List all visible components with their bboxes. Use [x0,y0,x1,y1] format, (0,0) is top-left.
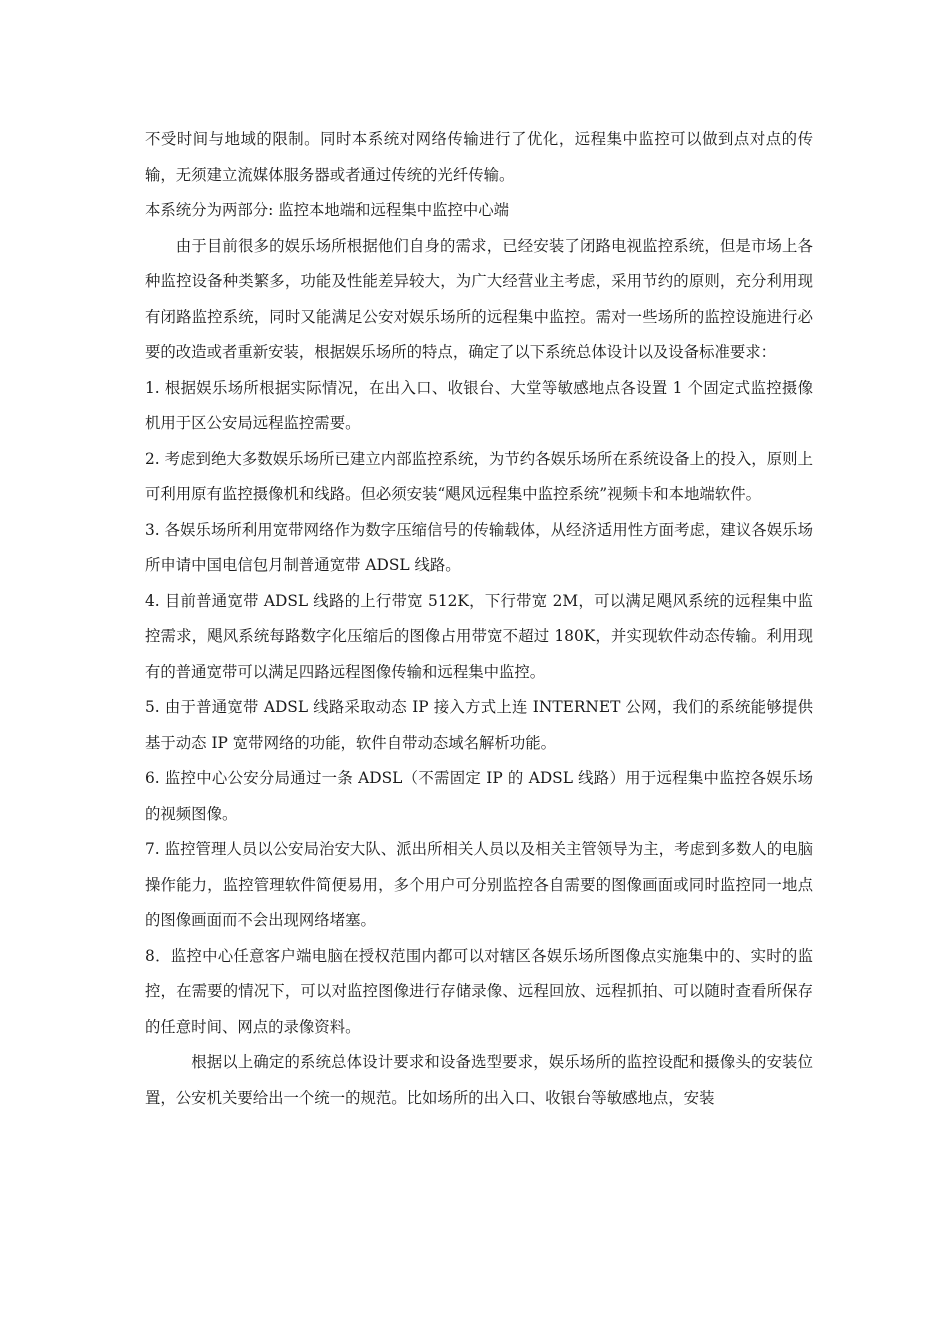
paragraph-conclusion: 根据以上确定的系统总体设计要求和设备选型要求，娱乐场所的监控设配和摄像头的安装位置，公安机关要给出一个统一的规范。比如场所的出入口、收银台等敏感地点，安装 [145,1053,813,1107]
document-body [145,122,813,1116]
paragraph-continuation: 不受时间与地域的限制。同时本系统对网络传输进行了优化，远程集中监控可以做到点对点的传输，无须建立流媒体服务器或者通过传统的光纤传输。 [145,130,813,184]
paragraph-system-parts: 本系统分为两部分: 监控本地端和远程集中监控中心端 [145,201,510,219]
list-item-2: 2. 考虑到绝大多数娱乐场所已建立内部监控系统，为节约各娱乐场所在系统设备上的投入，原则上可利用原有监控摄像机和线路。但必须安装“飓风远程集中监控系统”视频卡和本地端软件。 [145,449,813,503]
list-item-8: 8．监控中心任意客户端电脑在授权范围内都可以对辖区各娱乐场所图像点实施集中的、实时的监控，在需要的情况下，可以对监控图像进行存储录像、远程回放、远程抓拍、可以随时查看所保存的任意时间、网点的录像资料。 [145,946,813,1036]
paragraph-intro: 由于目前很多的娱乐场所根据他们自身的需求，已经安装了闭路电视监控系统，但是市场上各种监控设备种类繁多，功能及性能差异较大，为广大经营业主考虑，采用节约的原则，充分利用现有闭路监控系统，同时又能满足公安对娱乐场所的远程集中监控。需对一些场所的监控设施进行必要的改造或者重新安装，根据娱乐场所的特点，确定了以下系统总体设计以及设备标准要求： [145,236,813,361]
list-item-3: 3. 各娱乐场所利用宽带网络作为数字压缩信号的传输载体，从经济适用性方面考虑，建议各娱乐场所申请中国电信包月制普通宽带 ADSL 线路。 [145,520,813,574]
list-item-1: 1. 根据娱乐场所根据实际情况，在出入口、收银台、大堂等敏感地点各设置 1 个固定式监控摄像机用于区公安局远程监控需要。 [145,378,813,432]
list-item-6: 6. 监控中心公安分局通过一条 ADSL（不需固定 IP 的 ADSL 线路）用于远程集中监控各娱乐场的视频图像。 [145,769,813,823]
list-item-4: 4. 目前普通宽带 ADSL 线路的上行带宽 512K，下行带宽 2M，可以满足飓风系统的远程集中监控需求，飓风系统每路数字化压缩后的图像占用带宽不超过 180K，并实现软件动态传输。利用现有的普通宽带可以满足四路远程图像传输和远程集中监控。 [145,591,813,681]
list-item-7: 7. 监控管理人员以公安局治安大队、派出所相关人员以及相关主管领导为主，考虑到多数人的电脑操作能力，监控管理软件简便易用，多个用户可分别监控各自需要的图像画面或同时监控同一地点的图像画面而不会出现网络堵塞。 [145,840,813,929]
list-item-5: 5. 由于普通宽带 ADSL 线路采取动态 IP 接入方式上连 INTERNET 公网，我们的系统能够提供基于动态 IP 宽带网络的功能，软件自带动态域名解析功能。 [145,698,813,752]
